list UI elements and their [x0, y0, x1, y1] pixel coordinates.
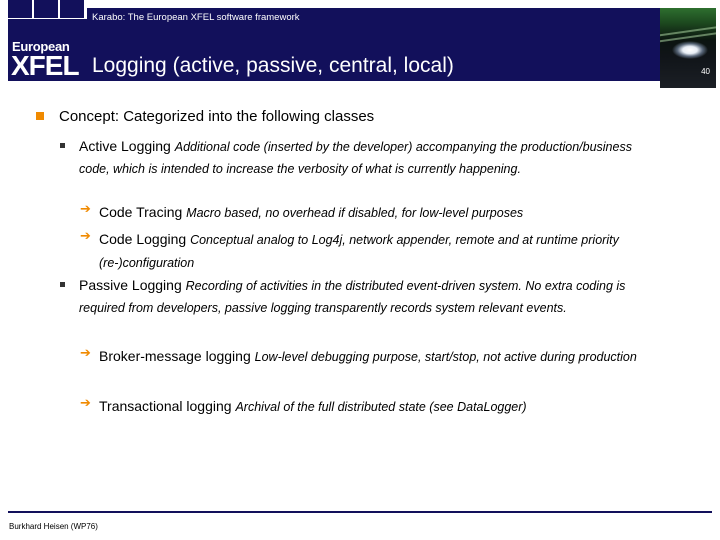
active-logging-text [79, 136, 649, 180]
page-number: 40 [701, 67, 710, 76]
arrow-right-icon: ➔ [80, 228, 91, 243]
passive-logging-text [79, 275, 649, 319]
passive-logging-description: Recording of activities in the distributed event-driven system. No extra coding is required from developers, passive logging transparently records system relevant events. [79, 279, 626, 315]
slide-title: Logging (active, passive, central, local) [92, 54, 454, 77]
european-xfel-logo [8, 19, 87, 81]
passive-logging-heading: Passive Logging [79, 277, 182, 293]
code-tracing-description: Macro based, no overhead if disabled, for low-level purposes [186, 206, 524, 220]
square-decoration [34, 0, 58, 18]
presentation-subtitle: Karabo: The European XFEL software framework [92, 12, 300, 23]
square-bullet-icon [60, 282, 65, 287]
arrow-right-icon: ➔ [80, 345, 91, 360]
arrow-right-icon: ➔ [80, 201, 91, 216]
code-logging-label: Code Logging [99, 231, 187, 247]
concept-line [59, 108, 374, 125]
orange-square-bullet-icon [36, 112, 44, 120]
concept-text: : Categorized into the following classes [114, 108, 375, 125]
logo-text-xfel: XFEL [11, 50, 79, 81]
header-photo-image [660, 8, 716, 88]
broker-message-logging-description: Low-level debugging purpose, start/stop, not active during production [254, 350, 637, 364]
transactional-logging-description: Archival of the full distributed state (see DataLogger) [235, 400, 527, 414]
code-logging-text [99, 228, 659, 274]
title-band [87, 8, 660, 81]
transactional-logging-label: Transactional logging [99, 398, 232, 414]
slide-header [0, 0, 720, 90]
active-logging-heading: Active Logging [79, 138, 171, 154]
square-decoration [8, 0, 32, 18]
broker-message-logging-text [99, 345, 659, 368]
square-decoration [60, 0, 84, 18]
logo-text-european: European [12, 39, 70, 54]
square-bullet-icon [60, 143, 65, 148]
concept-label: Concept [59, 108, 115, 125]
code-tracing-text [99, 201, 659, 224]
footer-author: Burkhard Heisen (WP76) [9, 522, 98, 531]
footer-divider [8, 511, 712, 513]
code-tracing-label: Code Tracing [99, 204, 183, 220]
broker-message-logging-label: Broker-message logging [99, 348, 251, 364]
active-logging-description: Additional code (inserted by the developer) accompanying the production/business code, which is intended to increase the verbosity of what is currently happening. [79, 140, 632, 176]
code-logging-description: Conceptual analog to Log4j, network appender, remote and at runtime priority (re-)configuration [99, 233, 619, 270]
arrow-right-icon: ➔ [80, 395, 91, 410]
transactional-logging-text [99, 395, 659, 418]
